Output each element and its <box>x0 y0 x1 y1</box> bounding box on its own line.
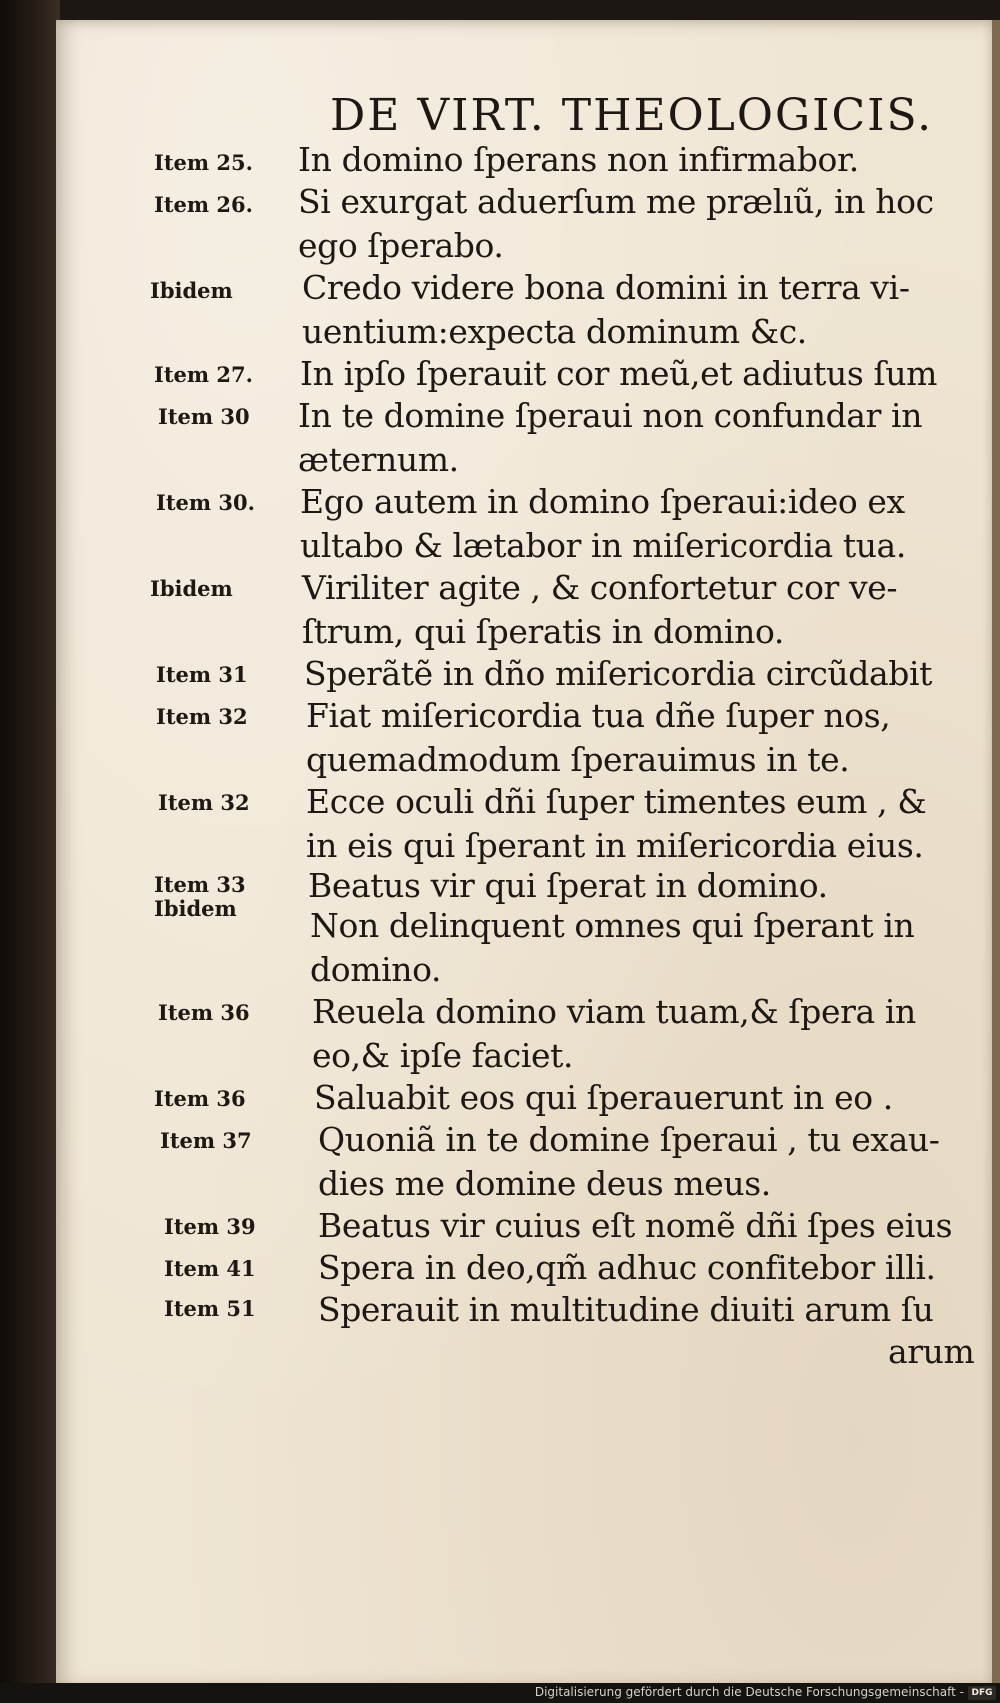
footer-bar <box>0 1683 1000 1703</box>
verse-line: ego ſperabo. <box>298 226 504 265</box>
verse-line: Spera in deo,qm̃ adhuc confitebor illi. <box>318 1248 936 1287</box>
verse-line: domino. <box>310 950 442 989</box>
verse-line: Si exurgat aduerſum me prælıũ, in hoc <box>298 182 934 221</box>
marginal-reference: Item 33 <box>154 872 246 897</box>
marginal-reference: Ibidem <box>154 896 237 921</box>
verse-line: Fiat miſericordia tua dñe ſuper nos, <box>306 696 891 735</box>
verse-line: ſtrum, qui ſperatis in domino. <box>302 612 784 651</box>
marginal-reference: Item 30 <box>158 404 250 429</box>
verse-line: In te domine ſperaui non confundar in <box>298 396 923 435</box>
verse-line: In ipſo ſperauit cor meũ,et adiutus ſum <box>300 354 938 393</box>
digitization-credit: Digitalisierung gefördert durch die Deutsche Forschungsgemeinschaft - <box>534 1685 964 1699</box>
verse-line: Non delinquent omnes qui ſperant in <box>310 906 915 945</box>
catchword: arum <box>888 1332 975 1371</box>
verse-line: quemadmodum ſperauimus in te. <box>306 740 850 779</box>
verse-line: in eis qui ſperant in miſericordia eius. <box>306 826 924 865</box>
verse-line: Sperauit in multitudine diuiti arum ſu <box>318 1290 934 1329</box>
verse-line: Credo videre bona domini in terra vi- <box>302 268 910 307</box>
verse-line: Ecce oculi dñi ſuper timentes eum , & <box>306 782 927 821</box>
marginal-reference: Item 27. <box>154 362 253 387</box>
verse-line: ultabo & lætabor in miſericordia tua. <box>300 526 906 565</box>
verse-line: Saluabit eos qui ſperauerunt in eo . <box>314 1078 893 1117</box>
marginal-reference: Ibidem <box>150 576 233 601</box>
marginal-reference: Ibidem <box>150 278 233 303</box>
marginal-reference: Item 37 <box>160 1128 252 1153</box>
marginal-reference: Item 30. <box>156 490 255 515</box>
verse-line: eo,& ipſe faciet. <box>312 1036 574 1075</box>
dfg-logo: DFG <box>968 1686 996 1700</box>
verse-line: In domino ſperans non infirmabor. <box>298 140 859 179</box>
marginal-reference: Item 26. <box>154 192 253 217</box>
marginal-reference: Item 32 <box>158 790 250 815</box>
verse-line: Quoniã in te domine ſperaui , tu exau- <box>318 1120 940 1159</box>
verse-line: uentium:expecta dominum &c. <box>302 312 807 351</box>
verse-line: Viriliter agite , & confortetur cor ve- <box>302 568 898 607</box>
running-head: DE VIRT. THEOLOGICIS. <box>330 90 934 141</box>
marginal-reference: Item 51 <box>164 1296 256 1321</box>
verse-line: æternum. <box>298 440 459 479</box>
marginal-reference: Item 31 <box>156 662 248 687</box>
verse-line: Reuela domino viam tuam,& ſpera in <box>312 992 916 1031</box>
marginal-reference: Item 32 <box>156 704 248 729</box>
verse-line: dies me domine deus meus. <box>318 1164 771 1203</box>
marginal-reference: Item 39 <box>164 1214 256 1239</box>
marginal-reference: Item 41 <box>164 1256 256 1281</box>
marginal-reference: Item 36 <box>158 1000 250 1025</box>
marginal-reference: Item 36 <box>154 1086 246 1111</box>
verse-line: Beatus vir cuius eſt nomẽ dñi ſpes eius <box>318 1206 953 1245</box>
verse-line: Ego autem in domino ſperaui:ideo ex <box>300 482 905 521</box>
marginal-reference: Item 25. <box>154 150 253 175</box>
verse-line: Sperãtẽ in dño miſericordia circũdabit <box>304 654 932 693</box>
verse-line: Beatus vir qui ſperat in domino. <box>308 866 828 905</box>
